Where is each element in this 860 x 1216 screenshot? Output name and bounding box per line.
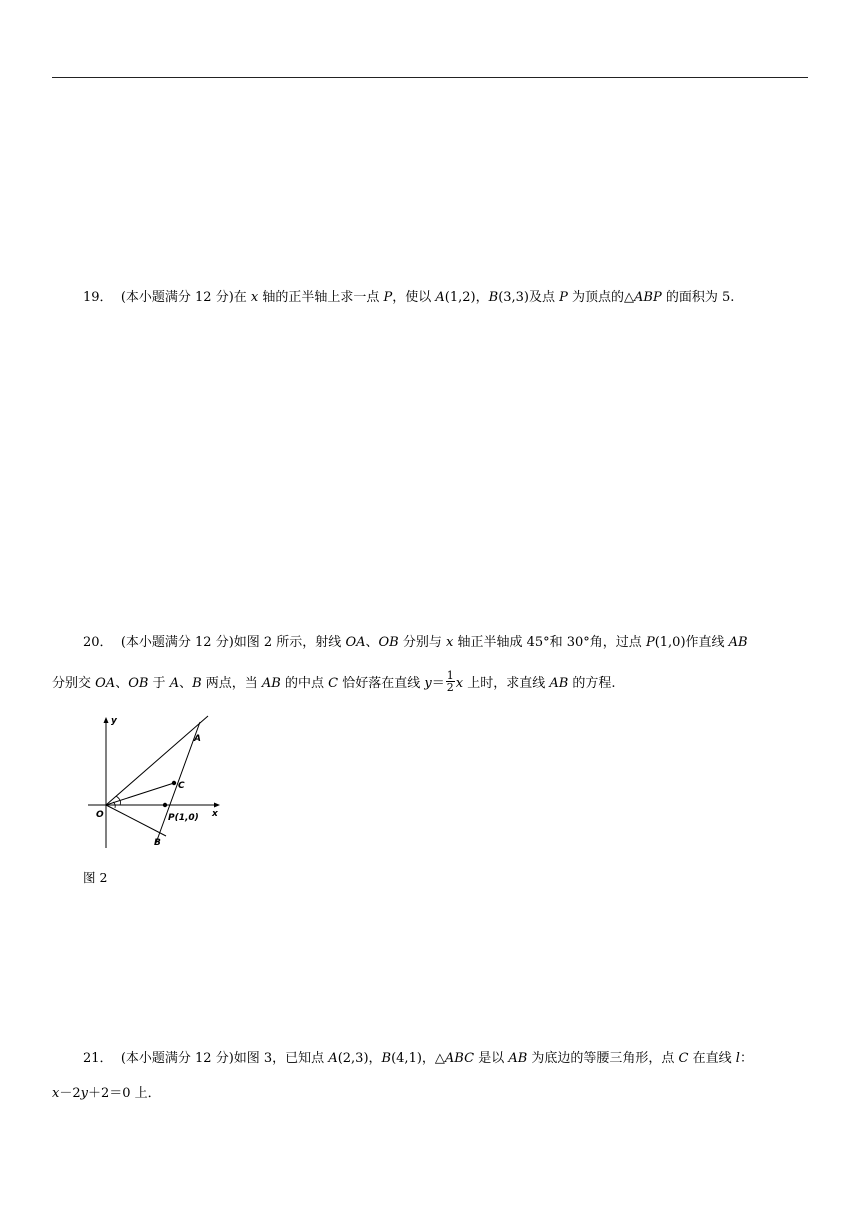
question-20-line-1: 20． (本小题满分 12 分)如图 2 所示，射线 OA、OB 分别与 x 轴正半轴成 45°和 30°角，过点 P(1,0)作直线 AB (83, 635, 748, 650)
label-p: P(1,0) (168, 813, 199, 823)
segment-oc (106, 783, 174, 805)
question-19: 19． (本小题满分 12 分)在 x 轴的正半轴上求一点 P，使以 A(1,2)，B(3,3)及点 P 为顶点的△ABP 的面积为 5. (83, 290, 735, 305)
label-b: B (154, 838, 161, 848)
figure-2-caption: 图 2 (83, 870, 108, 885)
point-p (163, 803, 167, 807)
x-axis-arrow (214, 803, 220, 808)
label-y: y (111, 716, 117, 726)
angle-arc (116, 796, 121, 805)
point-c (172, 781, 176, 785)
ray-ob (106, 805, 166, 836)
ray-oa (106, 716, 208, 805)
header-rule (52, 77, 808, 78)
figure-2-diagram (82, 712, 232, 852)
fraction-one-half: $\frac{1}{2}$ (446, 669, 454, 694)
question-21-line-2: x－2y＋2＝0 上． (52, 1086, 161, 1101)
label-x: x (212, 809, 218, 819)
question-21-line-1: 21． (本小题满分 12 分)如图 3，已知点 A(2,3)，B(4,1)，△ABC 是以 AB 为底边的等腰三角形，点 C 在直线 l： (83, 1051, 753, 1066)
question-20-line-2: 分别交 OA、OB 于 A、B 两点，当 AB 的中点 C 恰好落在直线 y＝ $\frac{1}{2}$ x 上时，求直线 AB 的方程. (52, 669, 616, 694)
label-o: O (96, 810, 104, 820)
y-axis-arrow (104, 717, 109, 723)
label-a: A (194, 734, 201, 744)
label-c: C (178, 781, 185, 791)
